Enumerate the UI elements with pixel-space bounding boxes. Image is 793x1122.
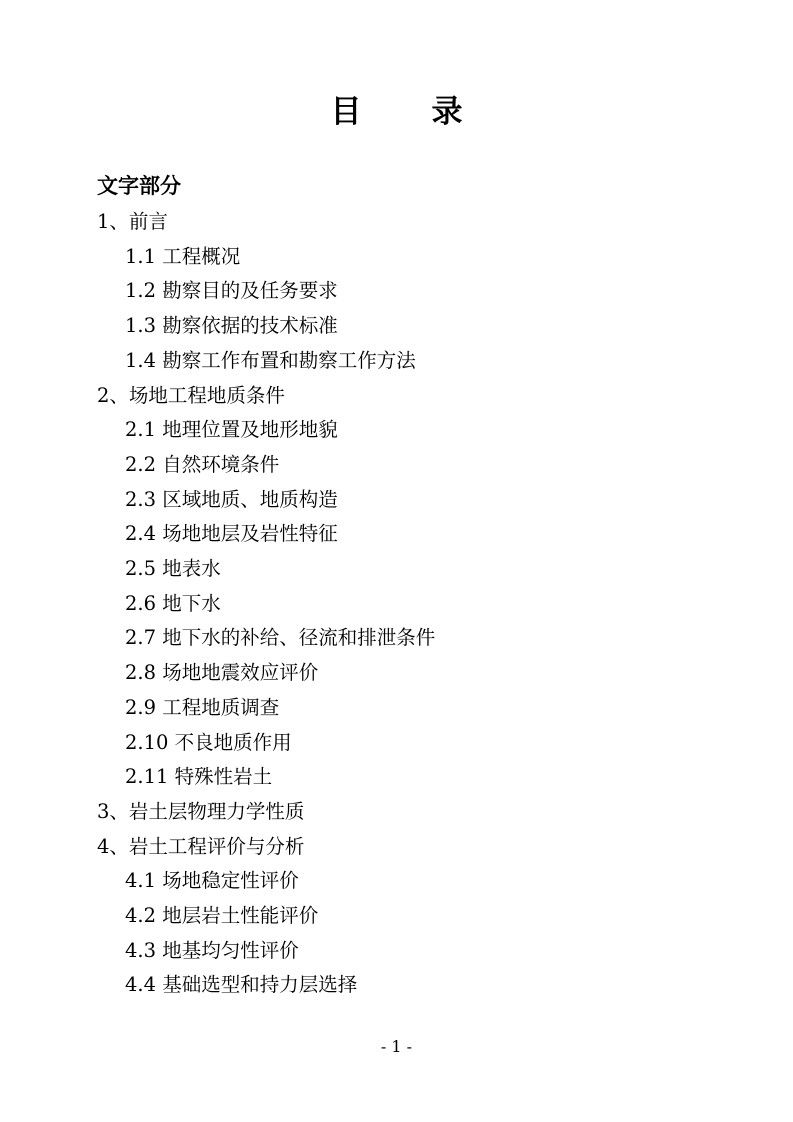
toc-item: 1、前言	[97, 210, 168, 233]
toc-item: 1.2 勘察目的及任务要求	[125, 279, 338, 303]
toc-item: 2.6 地下水	[125, 591, 221, 615]
page-title	[0, 0, 793, 129]
page-footer	[0, 1037, 793, 1057]
page-title-char-right: 录	[431, 94, 463, 130]
toc-item: 2.3 区域地质、地质构造	[125, 487, 338, 511]
toc-list	[97, 205, 793, 1003]
toc-item: 2.5 地表水	[125, 557, 221, 581]
toc-item: 4、岩土工程评价与分析	[97, 834, 305, 858]
toc-item: 2、场地工程地质条件	[97, 383, 285, 407]
toc-item: 2.2 自然环境条件	[125, 452, 280, 476]
toc-item: 4.3 地基均匀性评价	[125, 938, 299, 962]
toc-item: 1.3 勘察依据的技术标准	[125, 314, 338, 338]
toc-item: 3、岩土层物理力学性质	[97, 799, 305, 823]
page-title-char-left: 目	[330, 94, 362, 130]
toc-item: 2.8 场地地震效应评价	[125, 661, 319, 685]
toc-item: 2.11 特殊性岩土	[125, 765, 273, 789]
toc-item: 4.2 地层岩土性能评价	[125, 904, 319, 928]
toc-item: 1.1 工程概况	[125, 244, 241, 268]
toc-item: 4.4 基础选型和持力层选择	[125, 973, 358, 997]
toc-item: 4.1 场地稳定性评价	[125, 869, 299, 893]
toc-item: 2.1 地理位置及地形地貌	[125, 418, 338, 442]
toc-item: 2.7 地下水的补给、径流和排泄条件	[125, 626, 436, 650]
toc-item: 2.4 场地地层及岩性特征	[125, 522, 338, 546]
toc-item: 2.10 不良地质作用	[125, 730, 292, 754]
page-number: - 1 -	[380, 1037, 413, 1056]
toc-item: 2.9 工程地质调查	[125, 695, 280, 719]
toc-item: 1.4 勘察工作布置和勘察工作方法	[125, 348, 416, 372]
section-heading: 文字部分	[97, 173, 181, 198]
